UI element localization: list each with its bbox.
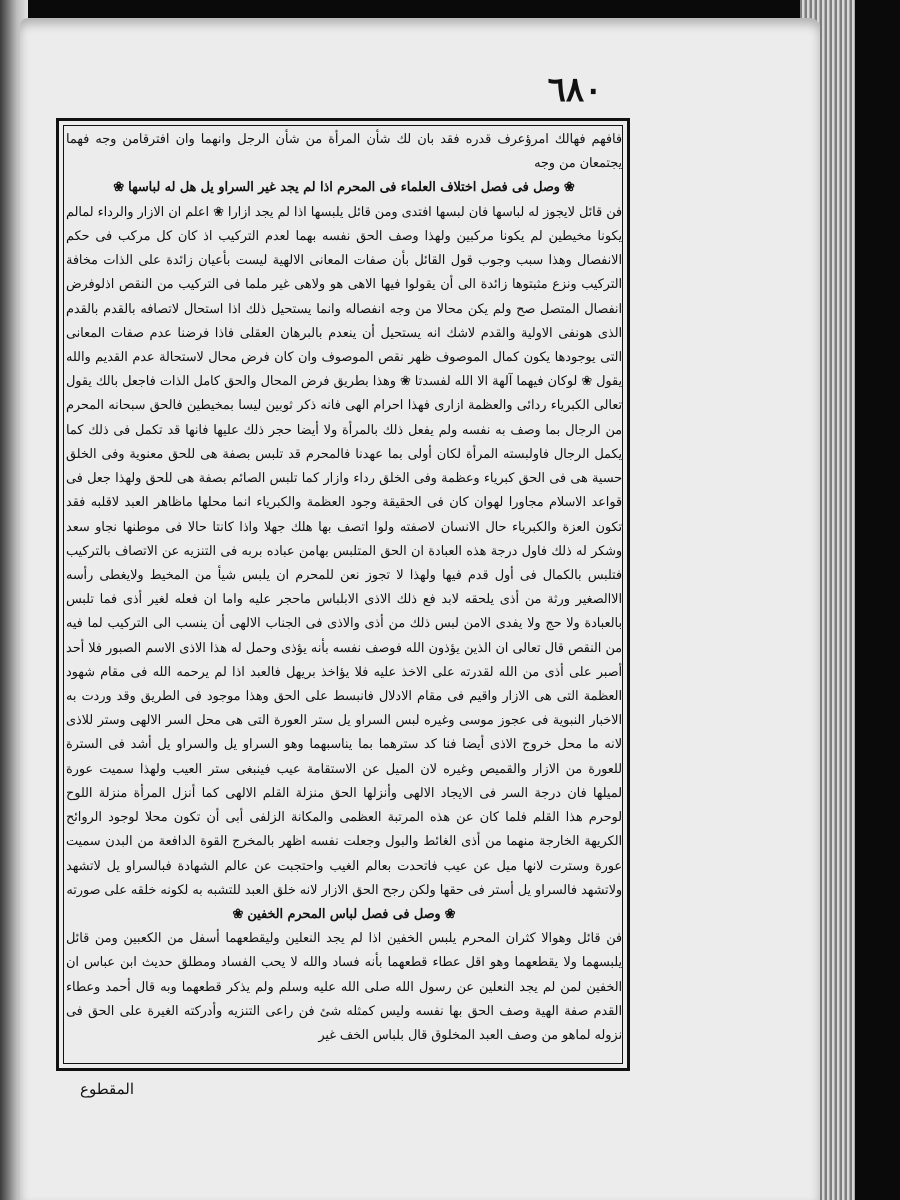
section-heading-text: وصل فى فصل اختلاف العلماء فى المحرم اذا لم يجد غير السراو يل هل له لباسها xyxy=(128,180,560,196)
section-heading-2 xyxy=(66,903,622,927)
paragraph-body-2: فن قائل وهوالا كثران المحرم يلبس الخفين اذا لم يجد النعلين وليقطعهما أسفل من الكعبين ومن قائل يلبسهما ولا يقطعهما وهو اقل عطاء قطعهما بأنه فساد والله لا يحب الفساد ومطلق حديث ابن عباس ان الخفين لمن لم يجد النعلين عن رسول الله صلى الله عليه وسلم ولم يذكر قطعهما وبه قال أحمد وعطاء القدم صفة الهية وصف الحق بها نفسه وليس كمثله شئ فن راعى التنزيه وأدركته الغيرة على الحق فى نزوله لماهو من وصف العبد المخلوق قال بلباس الخف غير xyxy=(66,931,622,1044)
section-heading-text: وصل فى فصل لباس المحرم الخفين xyxy=(247,907,441,922)
ornament-icon: ❀ xyxy=(444,907,456,922)
catchword: المقطوع xyxy=(80,1080,135,1098)
ornament-icon: ❀ xyxy=(232,907,244,922)
page-text xyxy=(66,128,622,1048)
ornament-icon: ❀ xyxy=(113,180,125,196)
paragraph-intro: فافهم فهالك امرؤعرف قدره فقد بان لك شأن المرأة من شأن الرجل وانهما وان افترقامن وجه فهما يجتمعان من وجه xyxy=(66,132,622,172)
section-heading-1 xyxy=(66,176,622,200)
paragraph-body-1: فن قائل لايجوز له لباسها فان لبسها افتدى ومن قائل يلبسها اذا لم يجد ازارا ❀ اعلم ان الازار والرداء لمالم يكونا مخيطين لم يكونا مركبين ولهذا وصف الحق نفسه بهما لعدم التركيب اذ كان كل مركب فى حكم الانفصال وهذا سبب وجوب قول القائل بأن صفات المعانى الالهية ليست بأعيان زائدة على الذات مخافة التركيب ونزع مثبتوها زائدة الى أن يقولوا فيها الاهى هو ولاهى غير ملما فى التركيب من النقص اذلوفرض انفصال المتصل صح ولم يكن محالا من وجه انفصاله وانما يستحيل ذلك اذا استحال لاتصافه بالقدم بالقدم الذى هونفى الاولية والقدم لاشك انه يستحيل أن ينعدم بالبرهان العقلى فاذا فرضنا عدم صفات المعانى التى يوجودها يكون كمال الموصوف ظهر نقص الموصوف وان كان فرض محال لاستحالة عدم القديم والله يقول ❀ لوكان فيهما آلهة الا الله لفسدتا ❀ وهذا بطريق فرض المحال والحق كامل الذات فاجعل بالك يقول تعالى الكبرياء ردائى والعظمة ازارى فهذا احرام الهى فانه ذكر ثوبين ليسا بمخيطين فالحق سبحانه المحرم من الرجال بما وصف به نفسه ولم يفعل ذلك بالمرأة ولا أيضا حجر ذلك عليها فانها قد تكمل فى ذلك كما يكمل الرجال فاولبسته المرأة لكان أولى بما عهدنا فالمحرم قد تلبس بصفة هى للحق معنوية وفى الخلق حسية هى فى الحق كبرياء وعظمة وفى الخلق رداء وازار كما تلبس الصائم بصفة هى للحق ولهذا جعل فى قواعد الاسلام مجاورا لهوان كان فى الحقيقة وجود العظمة والكبرياء انما محلها ماظاهر العبد لاقلبه فقد تكون العزة والكبرياء حال الانسان لاصفته ولوا اتصف بها هلك جهلا واذا كانتا حالا فى موطنها نجاو سعد وشكر له ذلك فاول درجة هذه العبادة ان الحق المتلبس بهامن عباده بربه فى التنزيه عن الاتصاف بالتركيب فتلبس بالكمال فى أول قدم فيها ولهذا لا تجوز نعن للمحرم ان يلبس شيأ من المخيط ولايغطى رأسه الاالصغير ورثة من أذى يلحقه لابد فع ذلك الاذى الابلباس ماحجر عليه واما ان فعله لغير أذى فما تلبس بالعبادة ولا حج ولا يفدى الامن لبس ذلك من أذى والاذى فى الجناب الالهى أن ينسب الى التركيب لما فيه من النقص قال تعالى ان الذين يؤذون الله فوصف نفسه بأنه يؤذى وحمل له هذا الاذى الاسم الصبور فلا أحد أصبر على أذى من الله لقدرته على الاخذ عليه فلا يؤاخذ بريهل فالعبد اذا لم يرحمه الله فى مقام شهود العظمة التى هى الازار واقيم فى مقام الادلال فانبسط على الحق وهذا موجود فى الطريق وقد وردت به الاخبار النبوية فى عجوز موسى وغيره لبس السراو يل ستر العورة التى هى محل السر الالهى وستر للاذى لانه ما محل خروج الاذى أيضا فنا كد سترهما بما يناسبهما وهو السراو يل والسراو يل أشد فى السترة للعورة من الازار والقميص وغيره لان الميل عن الاستقامة عيب فينبغى ستر العيب ولهذا سميت عورة لميلها فان درجة السر فى الايجاد الالهى وأنزلها الحق منزلة القلم الالهى كما أنزل المرأة منزلة اللوح لوحرم هذا القلم فلما كان عن هذه المرتبة العظمى والمكانة الزلفى أبى أن تكون محلا لوجود الروائح الكريهة الخارجة منهما من أذى الغائط والبول وجعلت نفسه اظهر بالمخرج القوة الدافعة من البدن سميت عورة وسترت لانها ميل عن عيب فاتحدت بعالم الغيب واحتجبت عن عالم الشهادة فبالسراو يل لاتشهد ولاتشهد فالسراو يل أستر فى حقها ولكن رجح الحق الازار لانه خلق العبد للتشبه به لكونه خلقه على صورته xyxy=(66,204,622,898)
page-number: ٦٨٠ xyxy=(547,70,603,110)
ornament-icon: ❀ xyxy=(563,180,575,196)
